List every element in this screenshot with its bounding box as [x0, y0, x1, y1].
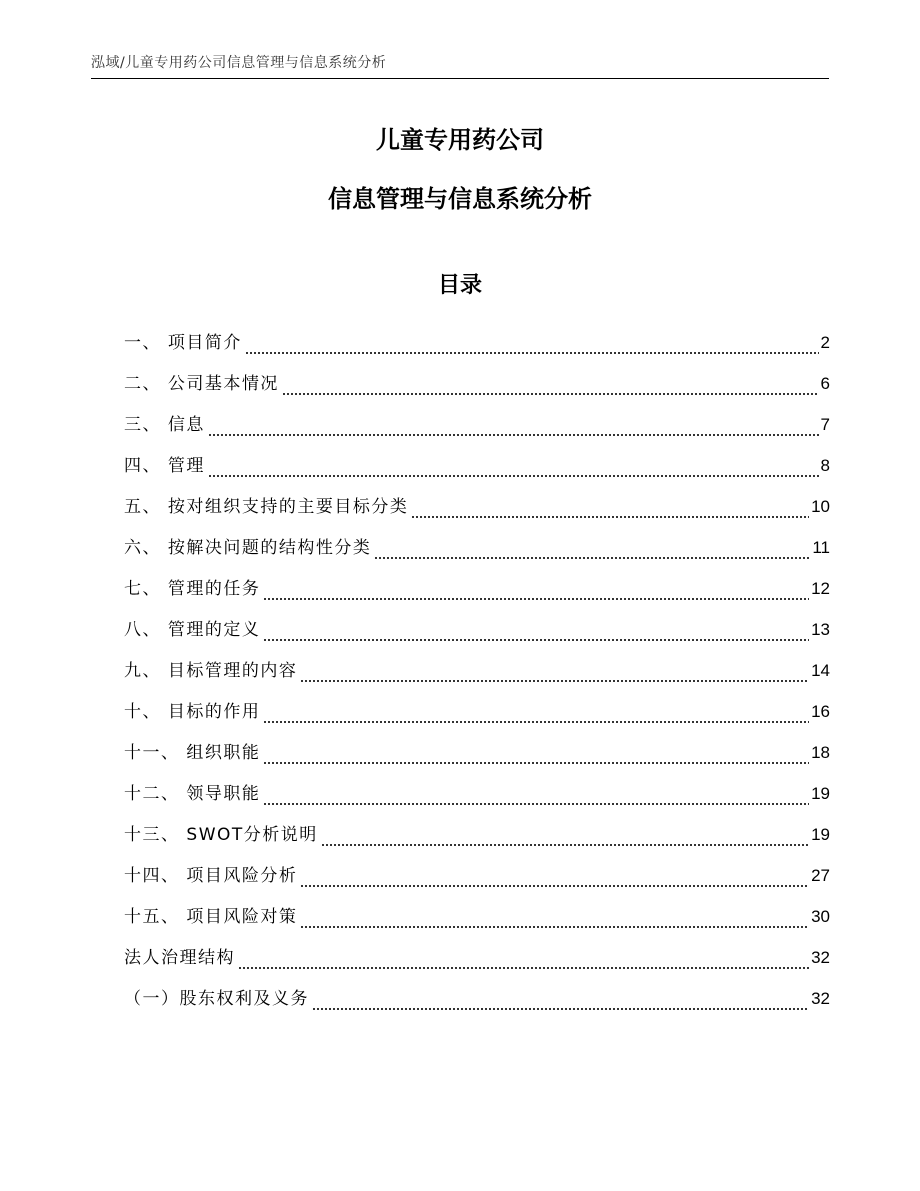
- toc-entry[interactable]: [124, 814, 830, 855]
- toc-dot-leader: [208, 417, 819, 437]
- toc-entry-label: 五、 按对组织支持的主要目标分类: [124, 496, 409, 517]
- toc-entry-page: 30: [811, 906, 830, 926]
- toc-entry-page: 32: [811, 947, 830, 967]
- toc-entry[interactable]: [124, 363, 830, 404]
- toc-entry[interactable]: [124, 650, 830, 691]
- toc-entry-page: 19: [811, 824, 830, 844]
- toc-dot-leader: [300, 909, 809, 929]
- header-text: 泓域/儿童专用药公司信息管理与信息系统分析: [91, 55, 387, 71]
- toc-entry-label: 九、 目标管理的内容: [124, 660, 298, 681]
- toc-entry-page: 18: [811, 742, 830, 762]
- toc-entry-page: 6: [820, 373, 830, 393]
- toc-dot-leader: [263, 704, 809, 724]
- toc-dot-leader: [245, 335, 819, 355]
- toc-entry-page: 7: [820, 414, 830, 434]
- toc-dot-leader: [238, 950, 809, 970]
- toc-entry-label: 十五、 项目风险对策: [124, 906, 298, 927]
- page-header: [91, 52, 829, 79]
- toc-entry-page: 12: [811, 578, 830, 598]
- document-title-line-2: 信息管理与信息系统分析: [328, 185, 592, 213]
- toc-entry-label: 十、 目标的作用: [124, 701, 261, 722]
- toc-entry[interactable]: [124, 855, 830, 896]
- toc-entry-label: 十一、 组织职能: [124, 742, 261, 763]
- toc-entry-label: 十二、 领导职能: [124, 783, 261, 804]
- toc-entry-page: 8: [820, 455, 830, 475]
- toc-entry-page: 27: [811, 865, 830, 885]
- toc-entry[interactable]: [124, 773, 830, 814]
- toc-entry-label: 七、 管理的任务: [124, 578, 261, 599]
- toc-entry-label: 六、 按解决问题的结构性分类: [124, 537, 372, 558]
- toc-entry-label: 二、 公司基本情况: [124, 373, 279, 394]
- table-of-contents: [124, 322, 830, 1019]
- toc-dot-leader: [312, 991, 809, 1011]
- toc-entry[interactable]: [124, 527, 830, 568]
- toc-entry-page: 14: [811, 660, 830, 680]
- toc-entry-page: 19: [811, 783, 830, 803]
- document-title-line-1: 儿童专用药公司: [376, 126, 544, 154]
- toc-dot-leader: [300, 663, 809, 683]
- toc-entry[interactable]: [124, 322, 830, 363]
- toc-dot-leader: [263, 745, 809, 765]
- toc-entry-page: 2: [820, 332, 830, 352]
- toc-dot-leader: [411, 499, 809, 519]
- toc-entry-page: 13: [811, 619, 830, 639]
- toc-heading: 目录: [437, 273, 482, 298]
- toc-entry-label: （一）股东权利及义务: [124, 988, 309, 1009]
- toc-entry-page: 11: [812, 537, 830, 557]
- toc-entry-label: 一、 项目简介: [124, 332, 242, 353]
- toc-dot-leader: [321, 827, 809, 847]
- toc-entry[interactable]: [124, 978, 830, 1019]
- toc-entry-label: 八、 管理的定义: [124, 619, 261, 640]
- toc-entry[interactable]: [124, 732, 830, 773]
- toc-entry[interactable]: [124, 486, 830, 527]
- toc-entry-page: 16: [811, 701, 830, 721]
- toc-entry[interactable]: [124, 445, 830, 486]
- toc-entry-label: 法人治理结构: [124, 947, 235, 968]
- toc-entry[interactable]: [124, 691, 830, 732]
- toc-entry-label: 三、 信息: [124, 414, 205, 435]
- toc-entry-label: 十三、 SWOT分析说明: [124, 824, 318, 845]
- toc-entry[interactable]: [124, 568, 830, 609]
- toc-dot-leader: [263, 786, 809, 806]
- toc-dot-leader: [300, 868, 809, 888]
- toc-entry[interactable]: [124, 896, 830, 937]
- toc-entry-page: 32: [811, 988, 830, 1008]
- toc-dot-leader: [208, 458, 819, 478]
- toc-dot-leader: [282, 376, 819, 396]
- toc-entry[interactable]: [124, 937, 830, 978]
- toc-entry-label: 四、 管理: [124, 455, 205, 476]
- toc-entry[interactable]: [124, 609, 830, 650]
- toc-dot-leader: [374, 540, 810, 560]
- toc-entry-page: 10: [811, 496, 830, 516]
- toc-dot-leader: [263, 581, 809, 601]
- toc-entry[interactable]: [124, 404, 830, 445]
- toc-entry-label: 十四、 项目风险分析: [124, 865, 298, 886]
- toc-dot-leader: [263, 622, 809, 642]
